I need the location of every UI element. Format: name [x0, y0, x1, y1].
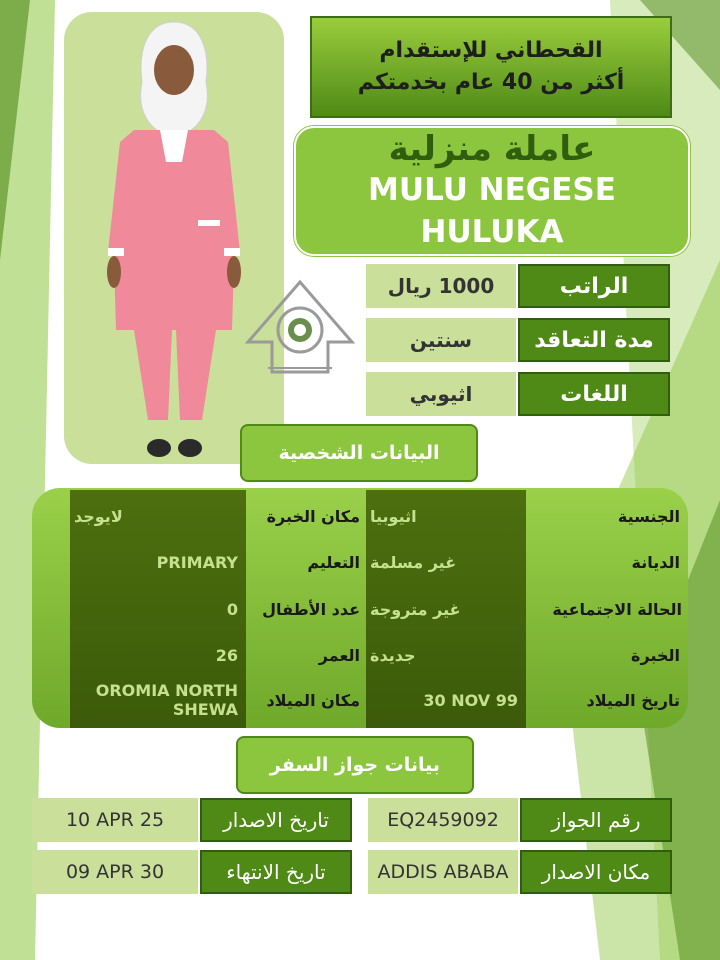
nationality-value: اثيوبيا [370, 506, 417, 526]
issue-date-value: 10 APR 25 [32, 798, 198, 842]
experience-place-value: لايوجد [74, 506, 123, 526]
marital-status-value: غير متروجة [370, 599, 461, 619]
birth-place-value: OROMIA NORTH SHEWA [95, 681, 238, 719]
education-label: التعليم [307, 552, 360, 572]
personal-data-heading: البيانات الشخصية [240, 424, 478, 482]
company-tagline: أكثر من 40 عام بخدمتكم [357, 70, 625, 95]
contract-duration-value: سنتين [366, 318, 516, 362]
age-value: 26 [215, 645, 238, 665]
birth-place-label: مكان الميلاد [266, 690, 360, 710]
issue-place-label: مكان الاصدار [520, 850, 672, 894]
salary-label: الراتب [518, 264, 670, 308]
company-name: القحطاني للإستقدام [379, 38, 603, 63]
worker-name-box [294, 126, 690, 256]
languages-value: اثيوبي [366, 372, 516, 416]
passport-data-heading: بيانات جواز السفر [236, 736, 474, 794]
issue-place-value: ADDIS ABABA [368, 850, 518, 894]
birth-date-label: تاريخ الميلاد [586, 690, 680, 710]
company-logo-icon [238, 272, 362, 382]
expiry-date-label: تاريخ الانتهاء [200, 850, 352, 894]
languages-label: اللغات [518, 372, 670, 416]
expiry-date-value: 09 APR 30 [32, 850, 198, 894]
religion-label: الديانة [631, 552, 680, 572]
salary-value: 1000 ريال [366, 264, 516, 308]
birth-date-value: 30 NOV 99 [423, 690, 518, 710]
children-count-value: 0 [226, 599, 238, 619]
passport-number-label: رقم الجواز [520, 798, 672, 842]
issue-date-label: تاريخ الاصدار [200, 798, 352, 842]
children-count-label: عدد الأطفال [262, 599, 360, 619]
passport-number-value: EQ2459092 [368, 798, 518, 842]
education-value: PRIMARY [156, 552, 238, 572]
age-label: العمر [318, 645, 360, 665]
job-title: عاملة منزلية [388, 129, 596, 169]
worker-photo [64, 12, 284, 464]
experience-label: الخبرة [631, 645, 680, 665]
company-header [310, 16, 672, 118]
experience-value: جديدة [370, 645, 416, 665]
experience-place-label: مكان الخبرة [266, 506, 360, 526]
contract-duration-label: مدة التعاقد [518, 318, 670, 362]
religion-value: غير مسلمة [370, 552, 457, 572]
marital-status-label: الحالة الاجتماعية [552, 599, 682, 619]
worker-name: MULU NEGESE HULUKA [368, 172, 616, 250]
nationality-label: الجنسية [617, 506, 680, 526]
